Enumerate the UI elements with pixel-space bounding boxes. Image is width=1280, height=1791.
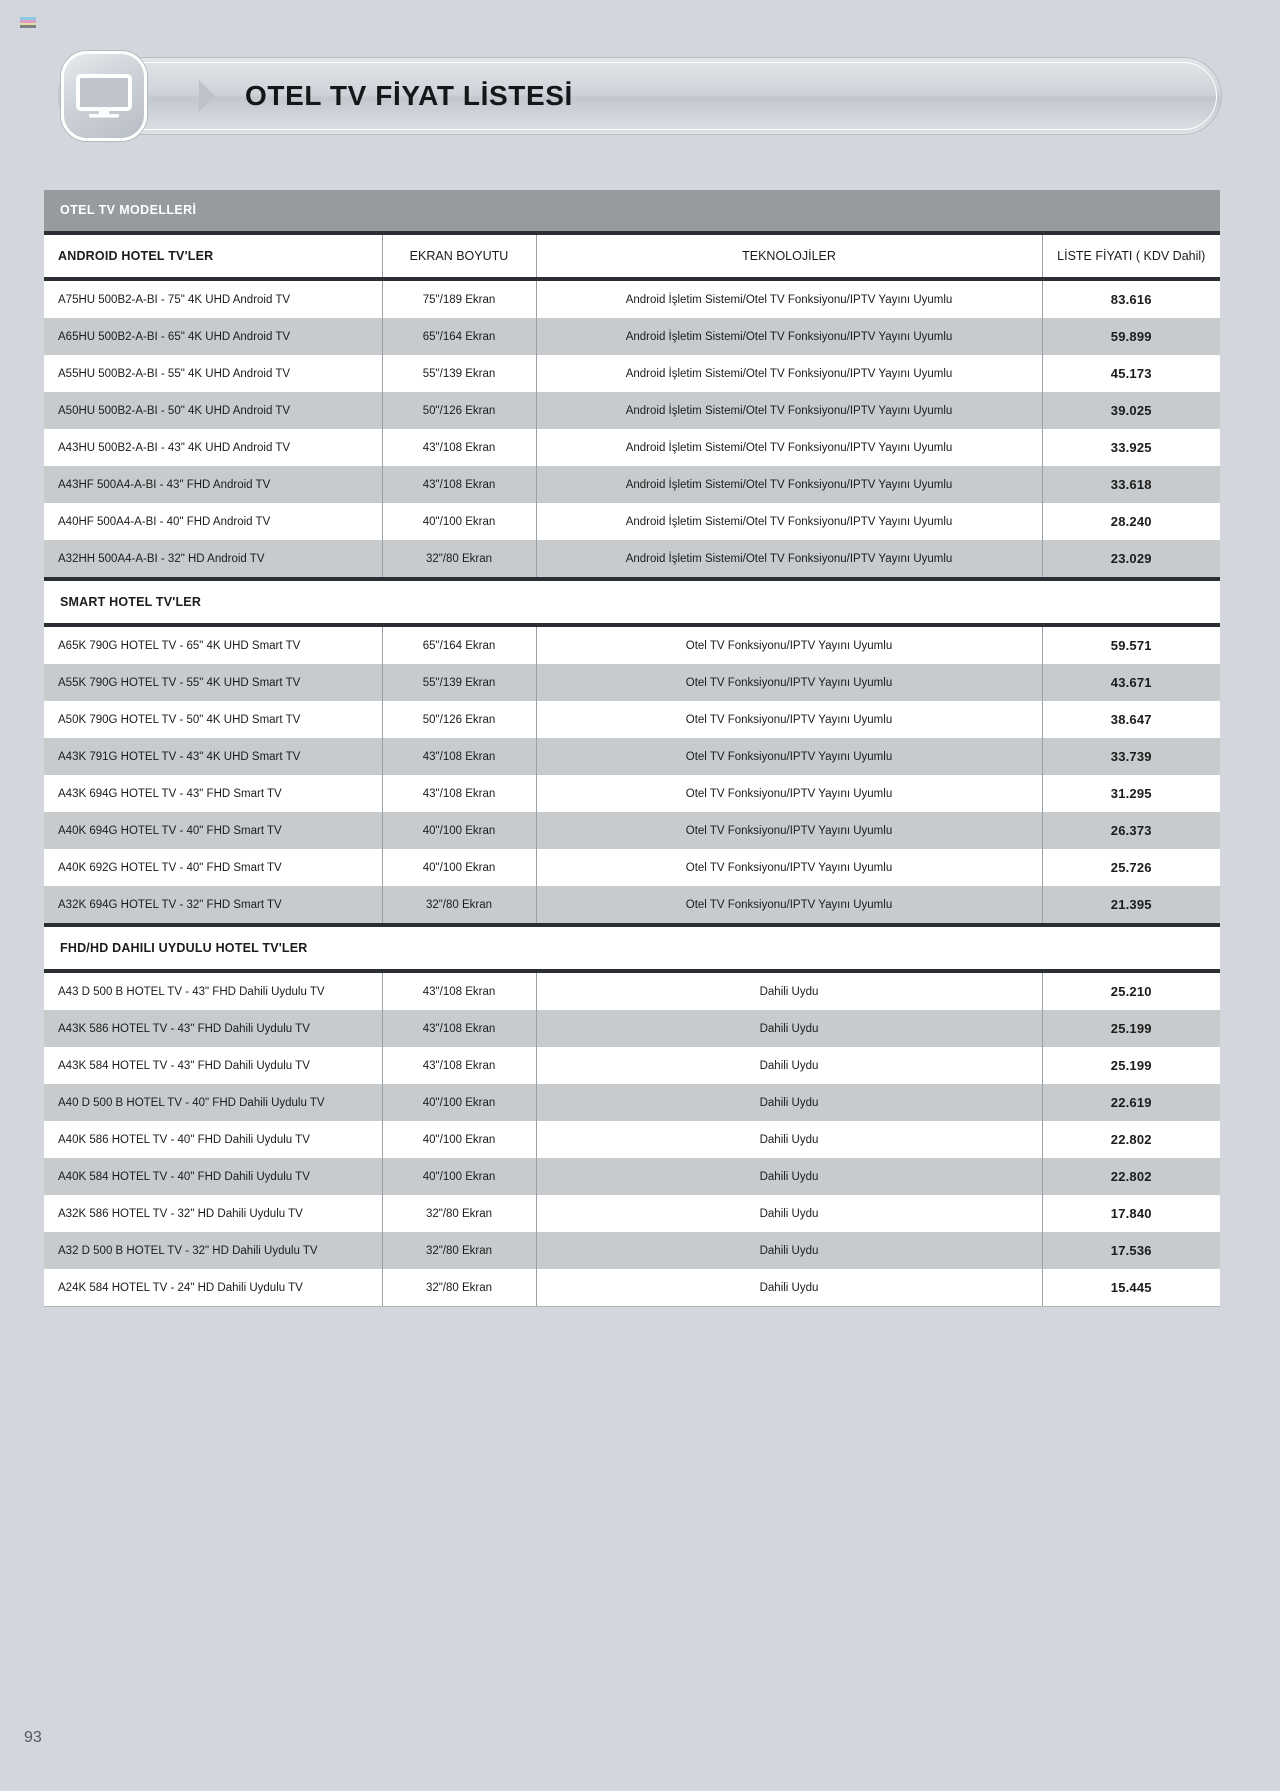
cell-price: 22.802 — [1042, 1158, 1220, 1195]
cell-model: A32K 694G HOTEL TV - 32" FHD Smart TV — [44, 886, 382, 925]
table-row[interactable] — [44, 466, 1220, 503]
cell-screen-size: 32"/80 Ekran — [382, 1232, 536, 1269]
cell-price: 28.240 — [1042, 503, 1220, 540]
cell-technologies: Otel TV Fonksiyonu/IPTV Yayını Uyumlu — [536, 812, 1042, 849]
cell-screen-size: 43"/108 Ekran — [382, 738, 536, 775]
cell-price: 33.739 — [1042, 738, 1220, 775]
cell-model: A40K 584 HOTEL TV - 40" FHD Dahili Uydulu TV — [44, 1158, 382, 1195]
section-title-2: FHD/HD DAHILI UYDULU HOTEL TV'LER — [44, 925, 1220, 971]
column-header-price: LİSTE FİYATI ( KDV Dahil) — [1042, 233, 1220, 279]
cell-screen-size: 43"/108 Ekran — [382, 429, 536, 466]
cell-technologies: Android İşletim Sistemi/Otel TV Fonksiyonu/IPTV Yayını Uyumlu — [536, 392, 1042, 429]
table-row[interactable] — [44, 701, 1220, 738]
cell-model: A50K 790G HOTEL TV - 50" 4K UHD Smart TV — [44, 701, 382, 738]
cell-technologies: Android İşletim Sistemi/Otel TV Fonksiyonu/IPTV Yayını Uyumlu — [536, 355, 1042, 392]
cell-price: 25.199 — [1042, 1047, 1220, 1084]
cell-technologies: Android İşletim Sistemi/Otel TV Fonksiyonu/IPTV Yayını Uyumlu — [536, 466, 1042, 503]
cell-technologies: Otel TV Fonksiyonu/IPTV Yayını Uyumlu — [536, 886, 1042, 925]
table-row[interactable] — [44, 429, 1220, 466]
column-header-tech: TEKNOLOJİLER — [536, 233, 1042, 279]
cell-price: 83.616 — [1042, 279, 1220, 318]
section-header-row — [44, 925, 1220, 971]
cell-model: A65HU 500B2-A-BI - 65" 4K UHD Android TV — [44, 318, 382, 355]
table-row[interactable] — [44, 279, 1220, 318]
cell-technologies: Otel TV Fonksiyonu/IPTV Yayını Uyumlu — [536, 738, 1042, 775]
cell-model: A40K 692G HOTEL TV - 40" FHD Smart TV — [44, 849, 382, 886]
cell-price: 31.295 — [1042, 775, 1220, 812]
cell-price: 22.802 — [1042, 1121, 1220, 1158]
cell-model: A24K 584 HOTEL TV - 24" HD Dahili Uydulu TV — [44, 1269, 382, 1307]
cell-model: A55HU 500B2-A-BI - 55" 4K UHD Android TV — [44, 355, 382, 392]
table-band-label: OTEL TV MODELLERİ — [44, 190, 1220, 233]
cell-screen-size: 40"/100 Ekran — [382, 849, 536, 886]
page-title-banner — [58, 57, 1222, 135]
cell-price: 15.445 — [1042, 1269, 1220, 1307]
cell-price: 33.925 — [1042, 429, 1220, 466]
table-row[interactable] — [44, 1195, 1220, 1232]
cell-screen-size: 43"/108 Ekran — [382, 1010, 536, 1047]
cell-model: A43K 791G HOTEL TV - 43" 4K UHD Smart TV — [44, 738, 382, 775]
cell-technologies: Dahili Uydu — [536, 1158, 1042, 1195]
table-row[interactable] — [44, 1047, 1220, 1084]
cell-price: 38.647 — [1042, 701, 1220, 738]
cell-screen-size: 43"/108 Ekran — [382, 1047, 536, 1084]
price-table-container — [44, 190, 1220, 1307]
banner-arrow-icon — [199, 80, 215, 112]
cell-screen-size: 32"/80 Ekran — [382, 1195, 536, 1232]
cell-price: 23.029 — [1042, 540, 1220, 579]
cell-technologies: Dahili Uydu — [536, 1010, 1042, 1047]
cell-price: 45.173 — [1042, 355, 1220, 392]
cell-model: A43 D 500 B HOTEL TV - 43" FHD Dahili Uydulu TV — [44, 971, 382, 1010]
section-title-0: ANDROID HOTEL TV'LER — [44, 233, 382, 279]
cell-price: 26.373 — [1042, 812, 1220, 849]
table-row[interactable] — [44, 738, 1220, 775]
cell-screen-size: 40"/100 Ekran — [382, 812, 536, 849]
cell-price: 21.395 — [1042, 886, 1220, 925]
cell-model: A55K 790G HOTEL TV - 55" 4K UHD Smart TV — [44, 664, 382, 701]
table-row[interactable] — [44, 503, 1220, 540]
column-header-row — [44, 233, 1220, 279]
cell-screen-size: 32"/80 Ekran — [382, 540, 536, 579]
cell-technologies: Dahili Uydu — [536, 1232, 1042, 1269]
cell-screen-size: 55"/139 Ekran — [382, 355, 536, 392]
table-row[interactable] — [44, 1158, 1220, 1195]
cell-technologies: Android İşletim Sistemi/Otel TV Fonksiyonu/IPTV Yayını Uyumlu — [536, 318, 1042, 355]
cell-screen-size: 40"/100 Ekran — [382, 503, 536, 540]
section-header-row — [44, 579, 1220, 625]
table-row[interactable] — [44, 1232, 1220, 1269]
table-row[interactable] — [44, 540, 1220, 579]
table-row[interactable] — [44, 849, 1220, 886]
cell-technologies: Dahili Uydu — [536, 1084, 1042, 1121]
cell-model: A43K 586 HOTEL TV - 43" FHD Dahili Uydulu TV — [44, 1010, 382, 1047]
tv-monitor-icon — [61, 51, 147, 141]
cell-price: 22.619 — [1042, 1084, 1220, 1121]
cell-model: A43HU 500B2-A-BI - 43" 4K UHD Android TV — [44, 429, 382, 466]
table-row[interactable] — [44, 1121, 1220, 1158]
table-row[interactable] — [44, 318, 1220, 355]
table-row[interactable] — [44, 1010, 1220, 1047]
cell-price: 17.536 — [1042, 1232, 1220, 1269]
cell-screen-size: 65"/164 Ekran — [382, 625, 536, 664]
cell-screen-size: 43"/108 Ekran — [382, 775, 536, 812]
cell-screen-size: 32"/80 Ekran — [382, 886, 536, 925]
cell-technologies: Dahili Uydu — [536, 1269, 1042, 1307]
cell-screen-size: 50"/126 Ekran — [382, 701, 536, 738]
cell-technologies: Otel TV Fonksiyonu/IPTV Yayını Uyumlu — [536, 701, 1042, 738]
table-row[interactable] — [44, 625, 1220, 664]
cell-model: A32K 586 HOTEL TV - 32" HD Dahili Uydulu TV — [44, 1195, 382, 1232]
cell-price: 39.025 — [1042, 392, 1220, 429]
banner-inner-border — [63, 62, 1217, 130]
table-row[interactable] — [44, 392, 1220, 429]
cell-screen-size: 40"/100 Ekran — [382, 1084, 536, 1121]
cell-model: A43HF 500A4-A-BI - 43" FHD Android TV — [44, 466, 382, 503]
table-row[interactable] — [44, 1084, 1220, 1121]
cell-technologies: Dahili Uydu — [536, 1195, 1042, 1232]
table-row[interactable] — [44, 971, 1220, 1010]
cell-screen-size: 43"/108 Ekran — [382, 971, 536, 1010]
table-band-row — [44, 190, 1220, 233]
cell-technologies: Otel TV Fonksiyonu/IPTV Yayını Uyumlu — [536, 664, 1042, 701]
cmyk-registration-mark — [20, 17, 36, 28]
cell-model: A43K 694G HOTEL TV - 43" FHD Smart TV — [44, 775, 382, 812]
table-row[interactable] — [44, 355, 1220, 392]
cell-price: 25.726 — [1042, 849, 1220, 886]
cell-price: 25.210 — [1042, 971, 1220, 1010]
cell-technologies: Android İşletim Sistemi/Otel TV Fonksiyonu/IPTV Yayını Uyumlu — [536, 279, 1042, 318]
section-title-1: SMART HOTEL TV'LER — [44, 579, 1220, 625]
cell-technologies: Otel TV Fonksiyonu/IPTV Yayını Uyumlu — [536, 849, 1042, 886]
cell-model: A40K 586 HOTEL TV - 40" FHD Dahili Uydulu TV — [44, 1121, 382, 1158]
cell-screen-size: 75"/189 Ekran — [382, 279, 536, 318]
cell-screen-size: 40"/100 Ekran — [382, 1121, 536, 1158]
cell-price: 59.571 — [1042, 625, 1220, 664]
cell-model: A40K 694G HOTEL TV - 40" FHD Smart TV — [44, 812, 382, 849]
cell-screen-size: 55"/139 Ekran — [382, 664, 536, 701]
table-row[interactable] — [44, 664, 1220, 701]
price-table — [44, 190, 1220, 1307]
cell-price: 59.899 — [1042, 318, 1220, 355]
cell-model: A75HU 500B2-A-BI - 75" 4K UHD Android TV — [44, 279, 382, 318]
cell-model: A32 D 500 B HOTEL TV - 32" HD Dahili Uydulu TV — [44, 1232, 382, 1269]
cell-price: 25.199 — [1042, 1010, 1220, 1047]
cell-technologies: Dahili Uydu — [536, 1047, 1042, 1084]
page-number: 93 — [24, 1729, 42, 1746]
cell-technologies: Dahili Uydu — [536, 1121, 1042, 1158]
cell-model: A50HU 500B2-A-BI - 50" 4K UHD Android TV — [44, 392, 382, 429]
cell-screen-size: 43"/108 Ekran — [382, 466, 536, 503]
cell-technologies: Otel TV Fonksiyonu/IPTV Yayını Uyumlu — [536, 775, 1042, 812]
table-row[interactable] — [44, 886, 1220, 925]
cell-model: A43K 584 HOTEL TV - 43" FHD Dahili Uydulu TV — [44, 1047, 382, 1084]
cell-screen-size: 32"/80 Ekran — [382, 1269, 536, 1307]
cell-price: 43.671 — [1042, 664, 1220, 701]
table-row[interactable] — [44, 1269, 1220, 1307]
cell-technologies: Dahili Uydu — [536, 971, 1042, 1010]
cell-price: 33.618 — [1042, 466, 1220, 503]
cell-technologies: Otel TV Fonksiyonu/IPTV Yayını Uyumlu — [536, 625, 1042, 664]
cell-technologies: Android İşletim Sistemi/Otel TV Fonksiyonu/IPTV Yayını Uyumlu — [536, 503, 1042, 540]
cell-technologies: Android İşletim Sistemi/Otel TV Fonksiyonu/IPTV Yayını Uyumlu — [536, 429, 1042, 466]
cell-model: A32HH 500A4-A-BI - 32" HD Android TV — [44, 540, 382, 579]
table-row[interactable] — [44, 812, 1220, 849]
cell-model: A65K 790G HOTEL TV - 65" 4K UHD Smart TV — [44, 625, 382, 664]
cell-model: A40 D 500 B HOTEL TV - 40" FHD Dahili Uydulu TV — [44, 1084, 382, 1121]
cell-price: 17.840 — [1042, 1195, 1220, 1232]
column-header-size: EKRAN BOYUTU — [382, 233, 536, 279]
cell-screen-size: 65"/164 Ekran — [382, 318, 536, 355]
cell-screen-size: 50"/126 Ekran — [382, 392, 536, 429]
table-row[interactable] — [44, 775, 1220, 812]
cell-technologies: Android İşletim Sistemi/Otel TV Fonksiyonu/IPTV Yayını Uyumlu — [536, 540, 1042, 579]
page-title: OTEL TV FİYAT LİSTESİ — [245, 80, 573, 111]
cell-model: A40HF 500A4-A-BI - 40" FHD Android TV — [44, 503, 382, 540]
cell-screen-size: 40"/100 Ekran — [382, 1158, 536, 1195]
